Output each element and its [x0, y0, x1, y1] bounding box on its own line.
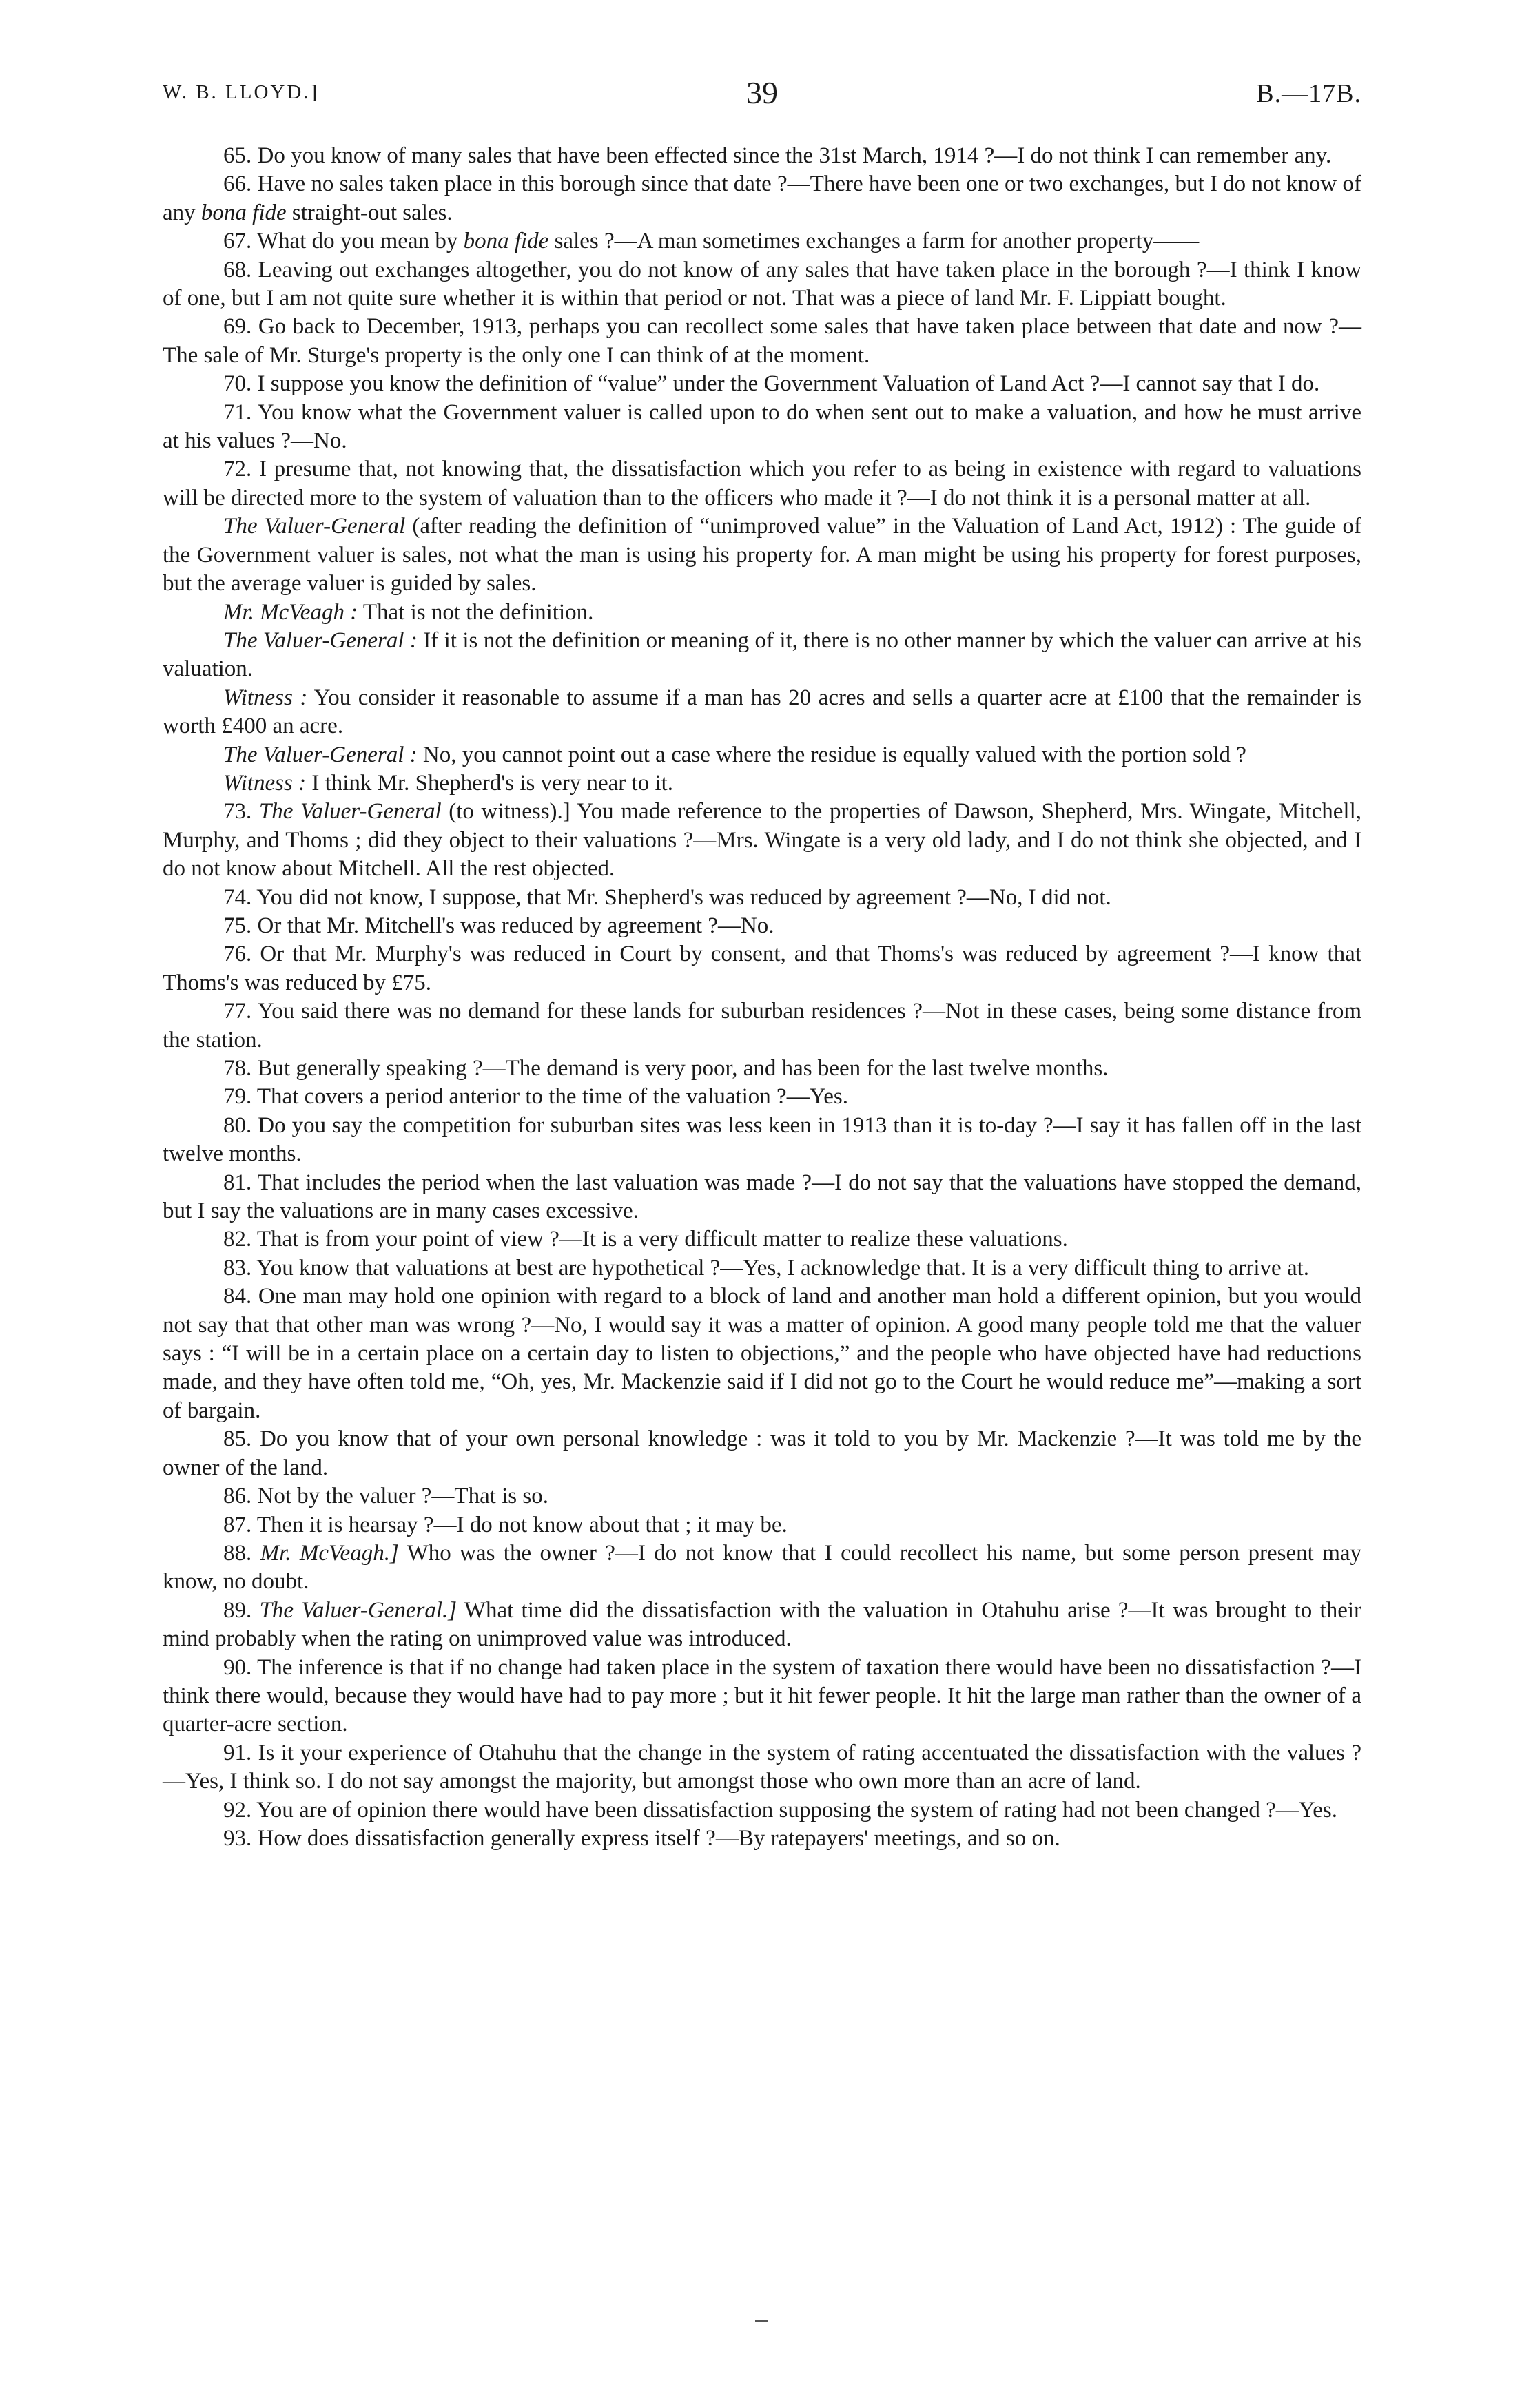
document-body — [163, 142, 1361, 1853]
paragraph-92: 92. You are of opinion there would have been dissatisfaction supposing the system of rating had not been changed ?—Yes. — [223, 1797, 1338, 1823]
speaker-name: The Valuer-General — [258, 799, 442, 824]
paragraph-74: 74. You did not know, I suppose, that Mr. Shepherd's was reduced by agreement ?—No, I did not. — [223, 884, 1111, 910]
speech-valuer-general: The Valuer-General (after reading the definition of “unimproved value” in the Valuation of Land Act, 1912) : The guide of the Government valuer is sales, not what the man is using his property for. A man might be using his property for forest purposes, but the average valuer is guided by sales. — [163, 514, 1362, 596]
paragraph-78: 78. But generally speaking ?—The demand is very poor, and has been for the last twelve months. — [223, 1056, 1109, 1081]
italic-term: bona fide — [463, 229, 549, 254]
paragraph-85: 85. Do you know that of your own personal knowledge : was it told to you by Mr. Mackenzie ?—It was told me by the owner of the land. — [163, 1426, 1361, 1480]
italic-term: bona fide — [200, 200, 287, 225]
paragraph-65: 65. Do you know of many sales that have been effected since the 31st March, 1914 ?—I do not think I can remember any. — [223, 143, 1332, 168]
paragraph-73: 73. The Valuer-General (to witness).] You made reference to the properties of Dawson, Shepherd, Mrs. Wingate, Mitchell, Murphy, and Thoms ; did they object to their valuations ?—Mrs. Wingate is a very old lady, and I do not think she objected, and I do not know about Mitchell. All the rest objected. — [163, 799, 1361, 882]
page-end-mark — [755, 2320, 768, 2322]
paragraph-80: 80. Do you say the competition for suburban sites was less keen in 1913 than it is to-day ?—I say it has fallen off in the last twelve months. — [163, 1112, 1361, 1167]
paragraph-93: 93. How does dissatisfaction generally express itself ?—By ratepayers' meetings, and so on. — [223, 1825, 1060, 1851]
speaker-name: The Valuer-General : — [223, 627, 418, 653]
speaker-name: Mr. McVeagh : — [223, 599, 358, 625]
paragraph-86: 86. Not by the valuer ?—That is so. — [223, 1484, 548, 1509]
paragraph-75: 75. Or that Mr. Mitchell's was reduced by agreement ?—No. — [223, 913, 774, 938]
speech-witness: Witness : You consider it reasonable to assume if a man has 20 acres and sells a quarter acre at £100 that the remainder is worth £400 an acre. — [163, 685, 1361, 739]
witness-name: W. B. LLOYD.] — [163, 81, 320, 103]
speaker-name: Mr. McVeagh.] — [260, 1540, 399, 1566]
paragraph-71: 71. You know what the Government valuer is called upon to do when sent out to make a valuation, and how he must arrive at his values ?—No. — [163, 399, 1361, 454]
paragraph-81: 81. That includes the period when the last valuation was made ?—I do not say that the valuations have stopped the demand, but I say the valuations are in many cases excessive. — [163, 1170, 1361, 1224]
speaker-name: Witness : — [223, 770, 307, 796]
speaker-name: The Valuer-General — [223, 514, 406, 539]
paragraph-77: 77. You said there was no demand for these lands for suburban residences ?—Not in these cases, being some distance from the station. — [163, 999, 1361, 1052]
paragraph-72: 72. I presume that, not knowing that, the dissatisfaction which you refer to as being in existence with regard to valuations will be directed more to the system of valuation than to the officers who made it ?—I do not think it is a personal matter at all. — [163, 457, 1361, 510]
paragraph-68: 68. Leaving out exchanges altogether, you do not know of any sales that have taken place in the borough ?—I think I know of one, but I am not quite sure whether it is within that period or not. That was a piece of land Mr. F. Lippiatt bought. — [163, 257, 1361, 311]
speaker-name: The Valuer-General.] — [259, 1597, 457, 1623]
speaker-name: The Valuer-General : — [223, 742, 418, 767]
paragraph-66: 66. Have no sales taken place in this borough since that date ?—There have been one or two exchanges, but I do not know of any bona fide straight-out sales. — [163, 172, 1361, 225]
paragraph-91: 91. Is it your experience of Otahuhu that the change in the system of rating accentuated the dissatisfaction with the values ?—Yes, I think so. I do not say amongst the majority, but amongst those who own more than an acre of land. — [163, 1740, 1361, 1794]
paragraph-69: 69. Go back to December, 1913, perhaps you can recollect some sales that have taken place between that date and now ?—The sale of Mr. Sturge's property is the only one I can think of at the moment. — [163, 314, 1361, 368]
speaker-name: Witness : — [223, 685, 308, 710]
page-header — [163, 74, 1361, 116]
paragraph-76: 76. Or that Mr. Murphy's was reduced in Court by consent, and that Thoms's was reduced by agreement ?—I know that Thoms's was reduced by £75. — [163, 942, 1361, 995]
speech-mr-mcveagh: Mr. McVeagh : That is not the definition. — [223, 599, 594, 625]
paragraph-88: 88. Mr. McVeagh.] Who was the owner ?—I do not know that I could recollect his name, but some person present may know, no doubt. — [163, 1540, 1362, 1595]
paragraph-67: 67. What do you mean by bona fide sales ?—A man sometimes exchanges a farm for another property—— — [223, 229, 1200, 254]
speech-valuer-general: The Valuer-General : If it is not the definition or meaning of it, there is no other manner by which the valuer can arrive at his valuation. — [163, 627, 1361, 682]
document-code: B.—17B. — [1256, 79, 1361, 108]
speech-valuer-general: The Valuer-General : No, you cannot point out a case where the residue is equally valued with the portion sold ? — [223, 742, 1246, 767]
paragraph-83: 83. You know that valuations at best are hypothetical ?—Yes, I acknowledge that. It is a very difficult thing to arrive at. — [223, 1255, 1310, 1280]
paragraph-82: 82. That is from your point of view ?—It is a very difficult matter to realize these valuations. — [223, 1227, 1068, 1252]
page-number: 39 — [746, 75, 778, 110]
paragraph-90: 90. The inference is that if no change had taken place in the system of taxation there would have been no dissatisfaction ?—I think there would, because they would have had to pay more ; but it hit fewer people. It hit the large man rather than the owner of a quarter-acre section. — [163, 1654, 1361, 1737]
speech-witness: Witness : I think Mr. Shepherd's is very near to it. — [223, 770, 674, 796]
paragraph-84: 84. One man may hold one opinion with regard to a block of land and another man hold a different opinion, but you would not say that that other man was wrong ?—No, I would say it was a matter of opinion. A good many people told me that the valuer says : “I will be in a certain place on a certain day to listen to objections,” and the people who have objected have had reductions made, and they have often told me, “Oh, yes, Mr. Mackenzie said if I did not go to the Court he would reduce me”—making a sort of bargain. — [163, 1284, 1361, 1423]
paragraph-89: 89. The Valuer-General.] What time did the dissatisfaction with the valuation in Otahuhu arise ?—It was brought to their mind probably when the rating on unimproved value was introduced. — [163, 1597, 1362, 1652]
paragraph-70: 70. I suppose you know the definition of “value” under the Government Valuation of Land Act ?—I cannot say that I do. — [223, 371, 1320, 397]
paragraph-79: 79. That covers a period anterior to the time of the valuation ?—Yes. — [223, 1084, 848, 1110]
paragraph-87: 87. Then it is hearsay ?—I do not know about that ; it may be. — [223, 1512, 788, 1537]
